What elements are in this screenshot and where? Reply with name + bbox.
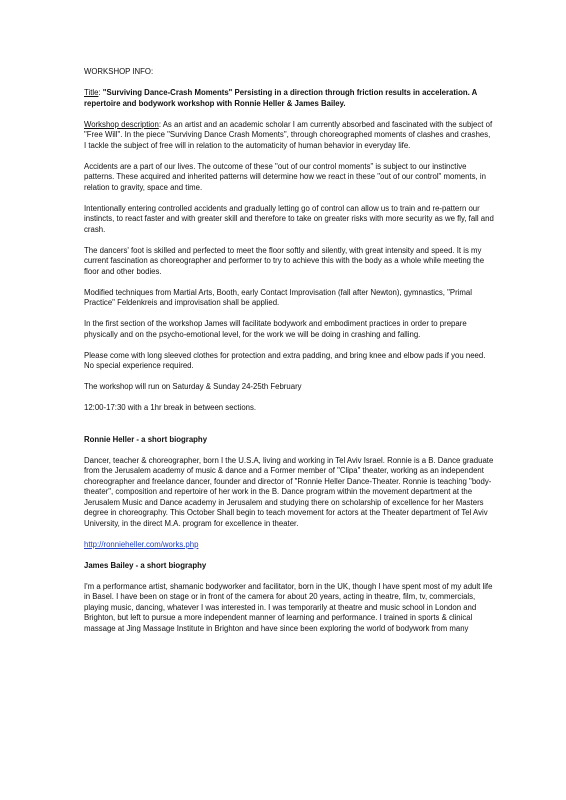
- description-text: : As an artist and an academic scholar I am currently absorbed and fascinated with the subject of "Free Will". In the piece "Surviving Dance Crash Moments", through choreographed moments of clashes and crashes, I tackle the subject of free will in relation to the automaticity of human behavior in everyday life.: [84, 119, 493, 150]
- paragraph-schedule-hours: 12:00-17:30 with a 1hr break in between sections.: [84, 403, 257, 412]
- workshop-info-header: WORKSHOP INFO:: [84, 67, 154, 76]
- document-content: [84, 67, 494, 634]
- paragraph-schedule-dates: The workshop will run on Saturday & Sunday 24-25th February: [84, 382, 302, 391]
- ronnie-works-link[interactable]: http://ronnieheller.com/works.php: [84, 539, 199, 549]
- workshop-title: [84, 88, 494, 109]
- ronnie-bio-heading: Ronnie Heller - a short biography: [84, 434, 208, 444]
- james-bio-heading: James Bailey - a short biography: [84, 560, 207, 570]
- workshop-description: [84, 120, 494, 152]
- paragraph-clothing: Please come with long sleeved clothes for protection and extra padding, and bring knee and elbow pads if you need. No special experience required.: [84, 350, 486, 370]
- ronnie-bio-text: Dancer, teacher & choreographer, born I the U.S.A, living and working in Tel Aviv Israel. Ronnie is a B. Dance graduate from the Jerusalem academy of music & dance and a Former member of "Clipa" theater, working as an independent choreographer and freelance dancer, founder and director of "Ronnie Heller Dance-Theater. Ronnie is teaching "body- theater", composition and repertoire of her work in the B. Dance program within the movement department at the Jerusalem Music and Dance academy in Jerusalem and studying there on scholarship of excellence for her Masters degree in choreography. This October Shall begin to teach movement for actors at the Theater department of Tel Aviv University, in the direct M.A. program for excellence in theater.: [84, 455, 494, 528]
- title-label: Title: [84, 88, 99, 97]
- paragraph-dancers-foot: The dancers' foot is skilled and perfected to meet the floor softly and silently, with great intensity and speed. It is my current fascination as choreographer and performer to try to achieve this with the body as a whole while meeting the floor and other bodies.: [84, 245, 485, 276]
- paragraph-accidents: Accidents are a part of our lives. The outcome of these "out of our control moments" is subject to our instinctive patterns. These acquired and inherited patterns will determine how we react in these "out of our control" moments, in relation to gravity, space and time.: [84, 161, 486, 192]
- description-label: Workshop description: [84, 119, 159, 129]
- paragraph-controlled-accidents: Intentionally entering controlled accidents and gradually letting go of control can allow us to train and re-pattern our instincts, to react faster and with greater skill and therefore to take on greater risks with more security as we fly, fall and crash.: [84, 203, 494, 234]
- title-text: "Surviving Dance-Crash Moments" Persisting in a direction through friction results in acceleration. A repertoire and bodywork workshop with Ronnie Heller & James Bailey.: [84, 88, 478, 108]
- james-bio-text: I'm a performance artist, shamanic bodyworker and facilitator, born in the UK, though I have spent most of my adult life in Basel. I have been on stage or in front of the camera for about 20 years, acting in theatre, film, tv, commercials, playing music, dancing, whatever I was interested in. I was temporarily at theatre and music school in London and Brighton, but left to pursue a more independent manner of learning and performance. I trained in sports & clinical massage at Jing Massage Institute in Brighton and have since been exploring the world of bodywork from many: [84, 581, 493, 633]
- paragraph-techniques: Modified techniques from Martial Arts, Booth, early Contact Improvisation (fall after Newton), gymnastics, "Primal Practice" Feldenkreis and improvisation shall be applied.: [84, 287, 472, 307]
- title-colon: :: [98, 88, 103, 97]
- paragraph-first-section: In the first section of the workshop James will facilitate bodywork and embodiment practices in order to prepare physically and on the psycho-emotional level, for the work we will be doing in crashing and falling.: [84, 319, 467, 339]
- ronnie-link-line: [84, 540, 494, 551]
